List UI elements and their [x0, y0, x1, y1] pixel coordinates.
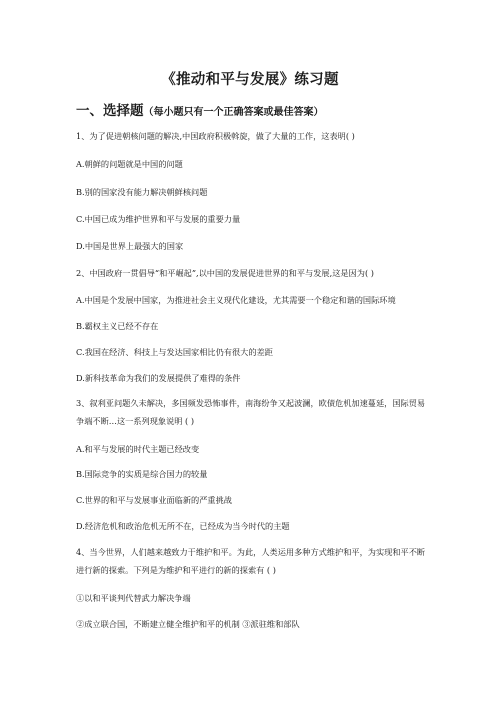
answer-option: C.我国在经济、科技上与发达国家相比仍有很大的差距	[76, 347, 273, 357]
answer-option: D.中国是世界上最强大的国家	[76, 241, 184, 251]
answer-option: C.世界的和平与发展事业面临新的严重挑战	[76, 495, 232, 505]
section-note: （每小题只有一个正确答案或最佳答案）	[143, 107, 324, 118]
section-heading	[76, 99, 324, 119]
section-title: 一、选择题	[76, 103, 144, 119]
answer-option: B.霸权主义已经不存在	[76, 321, 159, 331]
question-stem: 1、为了促进朝核问题的解决,中国政府积极斡旋，做了大量的工作，这表明( )	[76, 131, 355, 141]
answer-option: ①以和平谈判代替武力解决争端	[76, 593, 191, 603]
question-stem: 2、中国政府一贯倡导“和平崛起”,以中国的发展促进世界的和平与发展,这是因为( )	[76, 268, 374, 278]
answer-option: A.朝鲜的问题就是中国的问题	[76, 159, 183, 169]
answer-option: D.新科技革命为我们的发展提供了难得的条件	[76, 373, 241, 383]
answer-option: A.和平与发展的时代主题已经改变	[76, 444, 200, 454]
answer-option: B.别的国家没有能力解决朝鲜核问题	[76, 187, 208, 197]
answer-option: D.经济危机和政治危机无所不在，已经成为当今时代的主题	[76, 521, 290, 531]
answer-option: A.中国是个发展中国家，为推进社会主义现代化建设，尤其需要一个稳定和谐的国际环境	[76, 295, 396, 305]
page-title: 《推动和平与发展》练习题	[161, 72, 339, 88]
answer-option: ②成立联合国，不断建立健全维护和平的机制 ③派驻维和部队	[76, 619, 300, 629]
answer-option: B.国际竞争的实质是综合国力的较量	[76, 469, 208, 479]
question-stem: 3、叙利亚问题久未解决，多国频发恐怖事件，南海纷争又起波澜，欧债危机加速蔓延，国际贸易争端不断…这一系列现象说明 ( )	[76, 398, 426, 426]
question-stem: 4、当今世界，人们越来越致力于维护和平。为此，人类运用多种方式维护和平，为实现和平不断进行新的探索。下列是为维护和平进行的新的探索有 ( )	[76, 547, 426, 575]
answer-option: C.中国已成为维护世界和平与发展的重要力量	[76, 214, 241, 224]
